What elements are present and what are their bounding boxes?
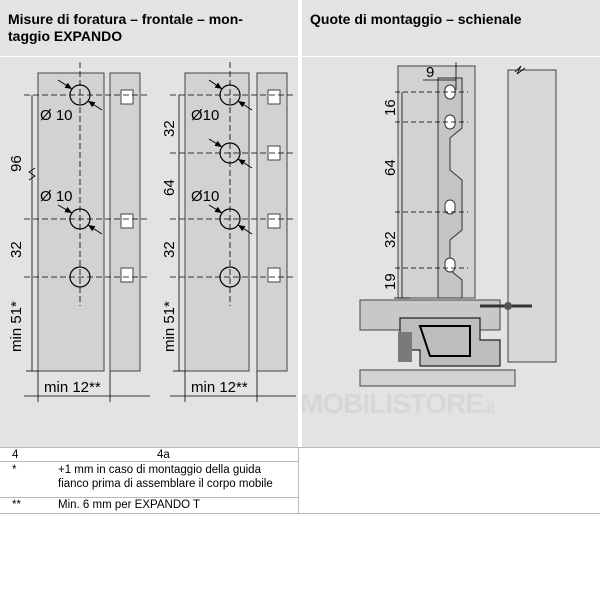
divider bbox=[0, 513, 600, 514]
figure-number: 4 bbox=[12, 449, 19, 461]
dim-32: 32 bbox=[382, 231, 399, 248]
divider bbox=[0, 447, 600, 448]
dim-min51: min 51* bbox=[161, 301, 178, 352]
watermark bbox=[300, 388, 494, 420]
middle-diagram bbox=[161, 62, 296, 402]
footnote-text bbox=[58, 463, 298, 491]
footnote-mark: * bbox=[12, 464, 17, 476]
divider bbox=[298, 447, 299, 514]
footnote-text: Min. 6 mm per EXPANDO T bbox=[58, 499, 201, 511]
dim-64: 64 bbox=[382, 159, 399, 176]
dim-32-top: 32 bbox=[161, 120, 178, 137]
divider bbox=[0, 461, 298, 462]
footnote-mark: ** bbox=[12, 499, 21, 511]
dim-32: 32 bbox=[8, 241, 25, 258]
right-panel-title: Quote di montaggio – schienale bbox=[310, 11, 522, 27]
footnote-line: +1 mm in caso di montaggio della guida bbox=[58, 464, 261, 476]
dim-16: 16 bbox=[382, 99, 399, 116]
dim-min12: min 12** bbox=[191, 379, 248, 396]
dim-96: 96 bbox=[8, 155, 25, 172]
diameter-label: Ø10 bbox=[191, 107, 220, 124]
rear-bracket bbox=[398, 66, 475, 298]
watermark-text: MOBILISTORE bbox=[300, 388, 483, 419]
dim-9: 9 bbox=[426, 64, 435, 81]
figure-number: 4a bbox=[157, 449, 170, 461]
dim-min51: min 51* bbox=[8, 301, 25, 352]
back-panel bbox=[508, 70, 556, 362]
diameter-label: Ø10 bbox=[191, 188, 220, 205]
dim-19: 19 bbox=[382, 273, 399, 290]
left-title-line-2: taggio EXPANDO bbox=[8, 28, 123, 44]
dim-64: 64 bbox=[161, 179, 178, 196]
dim-min12: min 12** bbox=[44, 379, 101, 396]
diameter-label: Ø 10 bbox=[40, 107, 73, 124]
diameter-label: Ø 10 bbox=[40, 188, 73, 205]
dim-32-bottom: 32 bbox=[161, 241, 178, 258]
left-diagram bbox=[8, 62, 150, 402]
watermark-suffix: .it bbox=[482, 400, 495, 417]
right-diagram bbox=[360, 62, 556, 386]
footnote-line: fianco prima di assemblare il corpo mobile bbox=[58, 478, 273, 490]
left-title-line-1: Misure di foratura – frontale – mon- bbox=[8, 11, 243, 27]
